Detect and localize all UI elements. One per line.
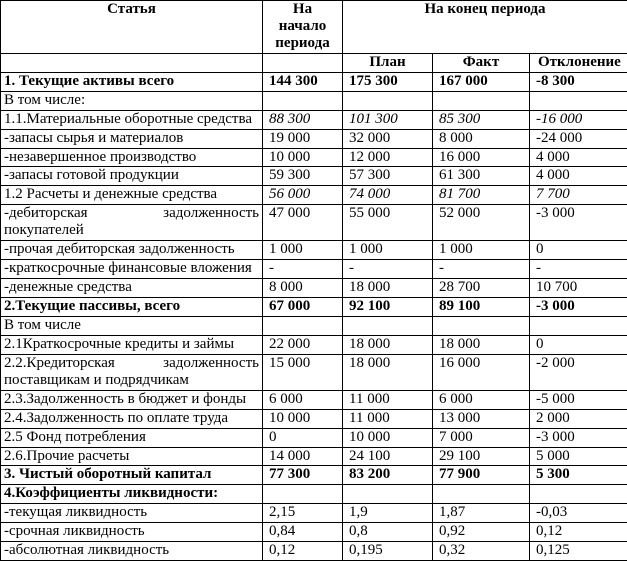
row-value: 11 000 [343,409,433,428]
row-label: -дебиторская задолженность покупателей [1,205,263,241]
row-label: -краткосрочные финансовые вложения [1,260,263,279]
row-value: 85 300 [433,110,530,129]
row-label: 1.2 Расчеты и денежные средства [1,186,263,205]
row-value: 10 000 [343,428,433,447]
row-value: 0 [263,428,343,447]
row-label: -срочная ликвидность [1,523,263,542]
row-value: -5 000 [530,390,627,409]
table-row [1,354,627,390]
table-row [1,205,627,241]
table-row [1,504,627,523]
row-label: -денежные средства [1,279,263,298]
row-value: 56 000 [263,186,343,205]
column-header-article: Статья [1,1,263,54]
row-label: 2.6.Прочие расчеты [1,447,263,466]
table-row [1,316,627,335]
row-value: 12 000 [343,148,433,167]
row-value: 1 000 [343,241,433,260]
header-empty-cell [1,53,263,72]
row-value: 81 700 [433,186,530,205]
row-value: 167 000 [433,72,530,91]
table-row [1,279,627,298]
row-value: 1 000 [433,241,530,260]
row-value: 83 200 [343,466,433,485]
row-value: 8 000 [263,279,343,298]
row-value: 88 300 [263,110,343,129]
row-label: -незавершенное производство [1,148,263,167]
row-value: 144 300 [263,72,343,91]
row-value: 0,84 [263,523,343,542]
table-row [1,466,627,485]
table-row [1,167,627,186]
row-value: 4 000 [530,148,627,167]
row-value: -0,03 [530,504,627,523]
row-value: 67 000 [263,298,343,317]
row-value: 89 100 [433,298,530,317]
row-value: 6 000 [433,390,530,409]
row-value: 0 [530,335,627,354]
row-value: 16 000 [433,148,530,167]
row-value [530,316,627,335]
row-label: -запасы сырья и материалов [1,129,263,148]
table-row [1,542,627,561]
row-value: 0,12 [530,523,627,542]
row-value: -8 300 [530,72,627,91]
row-value [433,91,530,110]
table-row [1,91,627,110]
row-value: 22 000 [263,335,343,354]
row-value: 7 000 [433,428,530,447]
row-value: 0,195 [343,542,433,561]
row-value: -16 000 [530,110,627,129]
column-header-fact: Факт [433,53,530,72]
row-value: -3 000 [530,205,627,241]
row-label: 3. Чистый оборотный капитал [1,466,263,485]
row-label: 2.3.Задолженность в бюджет и фонды [1,390,263,409]
row-value: 1 000 [263,241,343,260]
row-value: 59 300 [263,167,343,186]
row-value [343,485,433,504]
row-value: 11 000 [343,390,433,409]
row-label: 2.2.Кредиторская задолженность поставщикам и подрядчикам [1,354,263,390]
row-value: 18 000 [343,279,433,298]
row-value: 101 300 [343,110,433,129]
table-row [1,335,627,354]
header-row-sub [1,53,627,72]
row-value [433,485,530,504]
row-value: 1,87 [433,504,530,523]
row-label: 2.4.Задолженность по оплате труда [1,409,263,428]
row-value: 18 000 [343,354,433,390]
row-value [263,485,343,504]
row-label: В том числе: [1,91,263,110]
row-value: 0,92 [433,523,530,542]
row-value: 18 000 [433,335,530,354]
row-value: - [433,260,530,279]
table-header [1,1,627,73]
row-value: 14 000 [263,447,343,466]
row-value: 57 300 [343,167,433,186]
table-row [1,523,627,542]
header-row-top [1,1,627,54]
row-value: 5 000 [530,447,627,466]
table-row [1,129,627,148]
row-value: -24 000 [530,129,627,148]
row-value: 19 000 [263,129,343,148]
table-row [1,72,627,91]
row-value: 28 700 [433,279,530,298]
row-value: 10 000 [263,148,343,167]
row-value: 10 000 [263,409,343,428]
row-value: 29 100 [433,447,530,466]
row-value: 5 300 [530,466,627,485]
row-value [263,91,343,110]
table-row [1,260,627,279]
row-label: 2.1Краткосрочные кредиты и займы [1,335,263,354]
table-row [1,409,627,428]
table-row [1,110,627,129]
row-value: - [530,260,627,279]
row-value [530,91,627,110]
row-value: 6 000 [263,390,343,409]
row-value: 175 300 [343,72,433,91]
row-label: 4.Коэффициенты ликвидности: [1,485,263,504]
table-row [1,485,627,504]
table-body [1,72,627,560]
column-header-plan: План [343,53,433,72]
row-value: 0,32 [433,542,530,561]
row-label: 2.Текущие пассивы, всего [1,298,263,317]
column-header-end-period: На конец периода [343,1,627,54]
row-label: 1.1.Материальные оборотные средства [1,110,263,129]
header-empty-cell [263,53,343,72]
row-value [343,316,433,335]
row-label: 2.5 Фонд потребления [1,428,263,447]
table-row [1,447,627,466]
row-value: -2 000 [530,354,627,390]
row-value: 77 900 [433,466,530,485]
column-header-deviation: Отклонение [530,53,627,72]
table-row [1,148,627,167]
row-value [263,316,343,335]
row-value: 92 100 [343,298,433,317]
row-value: 0,8 [343,523,433,542]
column-header-begin-period: На начало периода [263,1,343,54]
table-row [1,428,627,447]
row-value: 52 000 [433,205,530,241]
row-label: -запасы готовой продукции [1,167,263,186]
row-value: -3 000 [530,428,627,447]
row-value: 55 000 [343,205,433,241]
row-label: В том числе [1,316,263,335]
row-value: 2 000 [530,409,627,428]
table-row [1,298,627,317]
row-value [530,485,627,504]
row-value: 0,12 [263,542,343,561]
row-value: 47 000 [263,205,343,241]
row-value: -3 000 [530,298,627,317]
row-label: 1. Текущие активы всего [1,72,263,91]
table-row [1,186,627,205]
table-row [1,390,627,409]
row-value [343,91,433,110]
row-value: 16 000 [433,354,530,390]
row-value: - [263,260,343,279]
row-value: 13 000 [433,409,530,428]
row-value: 18 000 [343,335,433,354]
row-value: 0,125 [530,542,627,561]
row-label: -прочая дебиторская задолженность [1,241,263,260]
row-value: 2,15 [263,504,343,523]
row-value: 0 [530,241,627,260]
row-value: 7 700 [530,186,627,205]
row-value: 77 300 [263,466,343,485]
row-value: 8 000 [433,129,530,148]
row-value: 74 000 [343,186,433,205]
table-row [1,241,627,260]
row-value: 61 300 [433,167,530,186]
row-label: -текущая ликвидность [1,504,263,523]
row-value: 32 000 [343,129,433,148]
row-value: - [343,260,433,279]
row-value: 4 000 [530,167,627,186]
row-value: 24 100 [343,447,433,466]
row-value: 1,9 [343,504,433,523]
row-value [433,316,530,335]
row-value: 10 700 [530,279,627,298]
row-value: 15 000 [263,354,343,390]
row-label: -абсолютная ликвидность [1,542,263,561]
